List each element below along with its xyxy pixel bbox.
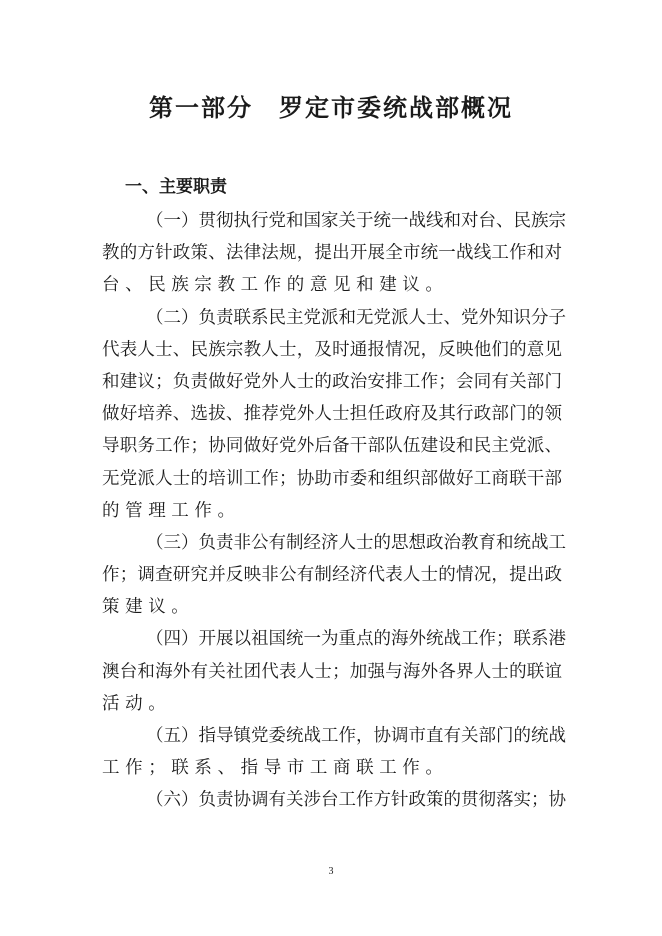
text-line: 策建议。 <box>102 597 195 618</box>
paragraph-1 <box>102 205 566 302</box>
text-line: （六）负责协调有关涉台工作方针政策的贯彻落实；协 <box>146 790 566 811</box>
text-line: 和建议；负责做好党外人士的政治安排工作；会同有关部门 <box>102 371 562 392</box>
text-line: 台、民族宗教工作的意见和建议。 <box>102 275 449 296</box>
page-number: 3 <box>328 866 334 877</box>
text-line: （四）开展以祖国统一为重点的海外统战工作；联系港 <box>146 629 566 650</box>
text-line: 教的方针政策、法律法规，提出开展全市统一战线工作和对 <box>102 243 562 264</box>
text-line: （三）负责非公有制经济人士的思想政治教育和统战工 <box>146 532 566 553</box>
section-heading: 一、主要职责 <box>125 177 227 197</box>
text-line: 的管理工作。 <box>102 500 241 521</box>
page-title: 第一部分 罗定市委统战部概况 <box>149 94 513 122</box>
text-line: 活动。 <box>102 693 172 714</box>
text-line: （五）指导镇党委统战工作，协调市直有关部门的统战 <box>146 726 566 746</box>
paragraph-2 <box>102 302 566 527</box>
paragraph-3 <box>102 527 566 624</box>
document-body <box>102 205 566 817</box>
text-line: 澳台和海外有关社团代表人士；加强与海外各界人士的联谊 <box>102 661 562 682</box>
paragraph-6 <box>102 784 566 816</box>
paragraph-4 <box>102 623 566 720</box>
text-line: 做好培养、选拔、推荐党外人士担任政府及其行政部门的领 <box>102 404 562 425</box>
text-line: 作；调查研究并反映非公有制经济代表人士的情况，提出政 <box>102 565 562 586</box>
text-line: 导职务工作；协同做好党外后备干部队伍建设和民主党派、 <box>102 436 562 457</box>
paragraph-5 <box>102 720 566 784</box>
text-line: 代表人士、民族宗教人士，及时通报情况，反映他们的意见 <box>102 339 562 360</box>
text-line: （二）负责联系民主党派和无党派人士、党外知识分子 <box>146 307 566 328</box>
text-line: （一）贯彻执行党和国家关于统一战线和对台、民族宗 <box>146 211 566 231</box>
text-line: 工作；联系、指导市工商联工作。 <box>102 758 449 779</box>
text-line: 无党派人士的培训工作；协助市委和组织部做好工商联干部 <box>102 468 562 489</box>
